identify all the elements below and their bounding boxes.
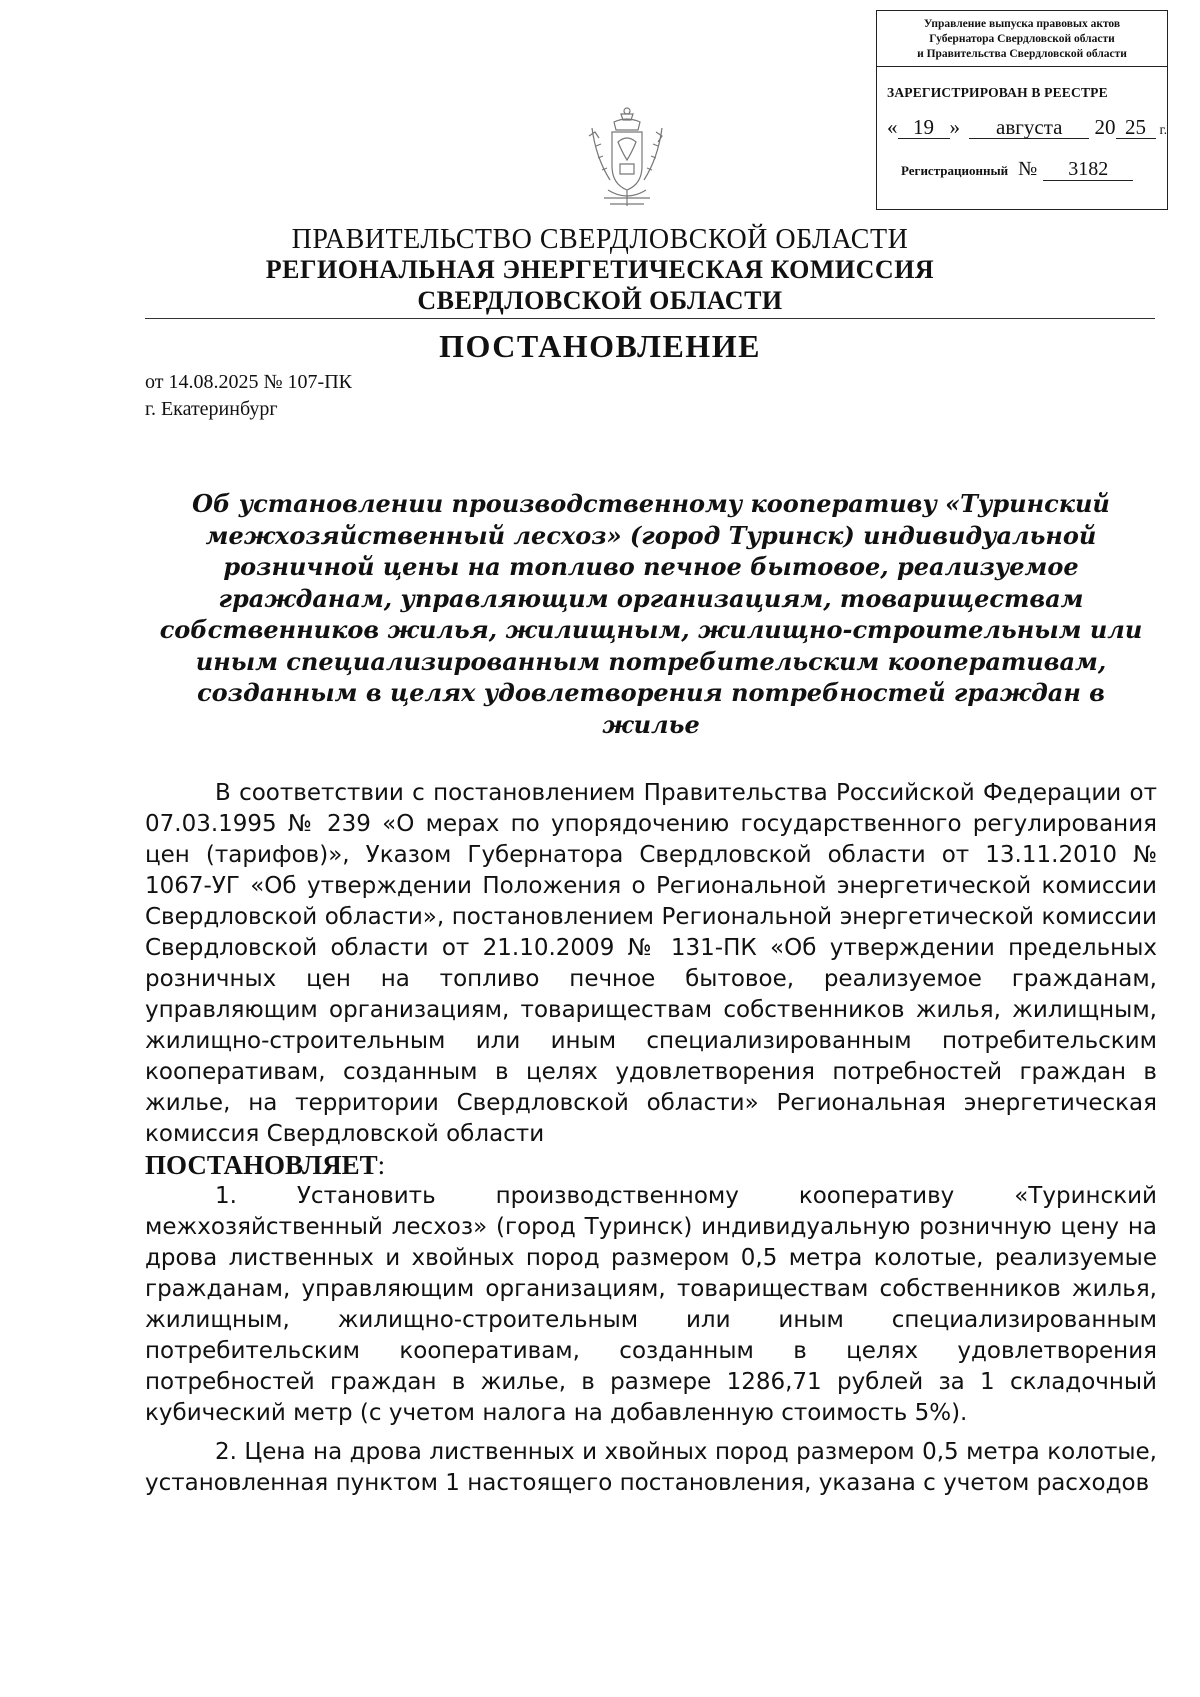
document-type: ПОСТАНОВЛЕНИЕ (439, 328, 761, 364)
item-1-paragraph: 1. Установить производственному кооперативу «Туринский межхозяйственный лесхоз» (город Туринск) индивидуальную розничную цену на дрова лиственных и хвойных пород размером 0,5 метра колотые, реализуемые гражданам, управляющим организациям, товариществам собственников жилья, жилищным, жилищно-строительным или иным специализированным потребительским кооперативам, созданным в целях удовлетворения потребностей граждан в жилье, в размере 1286,71 рублей за 1 складочный кубический метр (с учетом налога на добавленную стоимость 5%). (145, 1183, 1157, 1426)
stamp-regno-sign: № (1018, 158, 1038, 180)
stamp-regno-label: Регистрационный (901, 163, 1009, 178)
stamp-date (887, 115, 1167, 140)
stamp-year-suffix: 25 (1116, 116, 1156, 139)
stamp-year-unit: г. (1159, 123, 1168, 138)
stamp-regno-value: 3182 (1043, 158, 1133, 181)
document-title: Об установлении производственному кооперативу «Туринский межхозяйственный лесхоз» (город Туринск) индивидуальной розничной цены на топливо печное бытовое, реализуемое гражданам, управляющим организациям, товариществам собственников жилья, жилищным, жилищно-строительным или иным специализированным потребительским кооперативам, созданным в целях удовлетворения потребностей граждан в жилье (159, 489, 1143, 739)
stamp-quote-open: « (887, 115, 898, 139)
decree-word-text: ПОСТАНОВЛЯЕТ (145, 1150, 378, 1180)
commission-name-line1: РЕГИОНАЛЬНАЯ ЭНЕРГЕТИЧЕСКАЯ КОМИССИЯ (265, 255, 935, 284)
stamp-org-line3: и Правительства Свердловской области (917, 48, 1127, 60)
document-date-number: от 14.08.2025 № 107-ПК (145, 371, 353, 393)
decree-colon: : (377, 1150, 386, 1180)
header-divider (145, 318, 1155, 319)
decree-word (145, 1150, 1157, 1181)
registration-stamp (876, 10, 1168, 210)
document-city: г. Екатеринбург (145, 398, 278, 420)
stamp-registered-label: ЗАРЕГИСТРИРОВАН В РЕЕСТРЕ (887, 85, 1108, 100)
commission-name-line2: СВЕРДЛОВСКОЙ ОБЛАСТИ (417, 286, 783, 315)
preamble-paragraph: В соответствии с постановлением Правительства Российской Федерации от 07.03.1995 № 239 «О мерах по упорядочению государственного регулирования цен (тарифов)», Указом Губернатора Свердловской области от 13.11.2010 № 1067-УГ «Об утверждении Положения о Региональной энергетической комиссии Свердловской области», постановлением Региональной энергетической комиссии Свердловской области от 21.10.2009 № 131-ПК «Об утверждении предельных розничных цен на топливо печное бытовое, реализуемое гражданам, управляющим организациям, товариществам собственников жилья, жилищным, жилищно-строительным или иным специализированным потребительским кооперативам, созданным в целях удовлетворения потребностей граждан в жилье, на территории Свердловской области» Региональная энергетическая комиссия Свердловской области (145, 780, 1157, 1147)
stamp-registration-number (901, 158, 1167, 181)
document-body (145, 778, 1157, 1499)
stamp-year-prefix: 20 (1094, 115, 1116, 139)
stamp-quote-close: » (949, 115, 960, 139)
coat-of-arms-icon (584, 106, 670, 214)
stamp-day: 19 (898, 116, 950, 139)
stamp-organization (877, 11, 1167, 67)
stamp-org-line1: Управление выпуска правовых актов (923, 18, 1121, 30)
government-name: ПРАВИТЕЛЬСТВО СВЕРДЛОВСКОЙ ОБЛАСТИ (291, 224, 909, 255)
stamp-org-line2: Губернатора Свердловской области (929, 33, 1115, 45)
stamp-month: августа (969, 116, 1089, 139)
item-2-paragraph: 2. Цена на дрова лиственных и хвойных пород размером 0,5 метра колотые, установленная пунктом 1 настоящего постановления, указана с учетом расходов (145, 1439, 1157, 1496)
